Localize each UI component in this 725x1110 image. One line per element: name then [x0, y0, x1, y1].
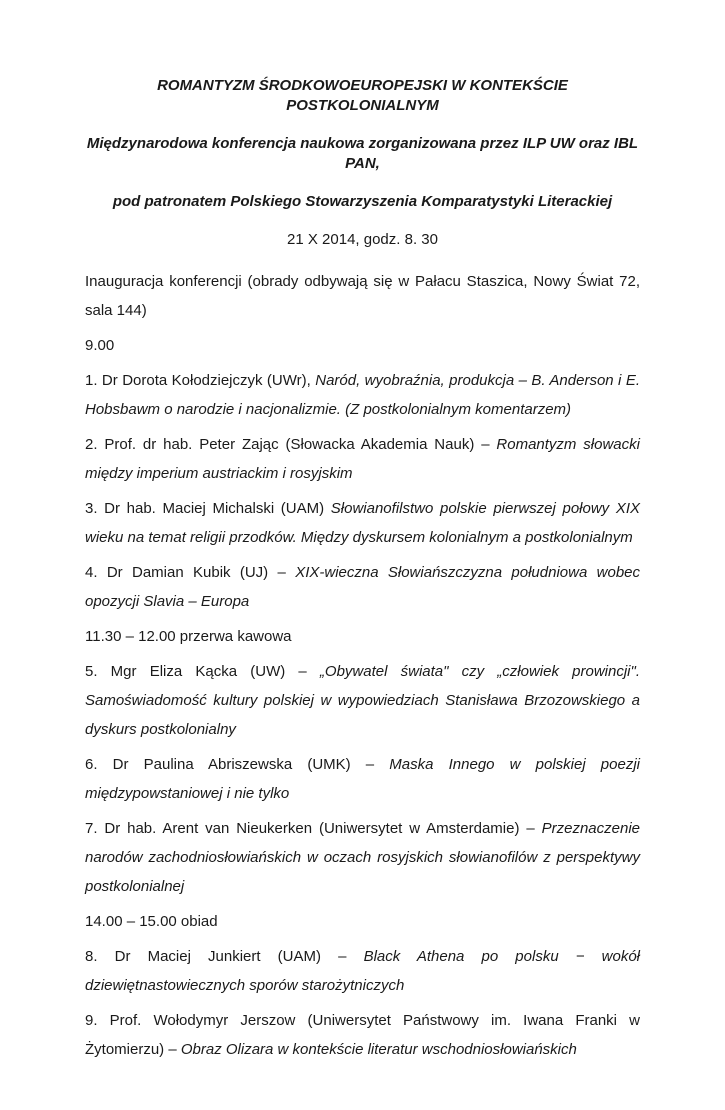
conference-title: ROMANTYZM ŚRODKOWOEUROPEJSKI W KONTEKŚCIE POSTKOLONIALNYM — [157, 77, 568, 114]
program-item-6 — [85, 750, 640, 808]
text-run: Black Athena po polsku − wokół dziewiętnastowiecznych sporów starożytniczych — [85, 948, 641, 994]
coffee-break-line — [85, 622, 640, 651]
inauguration-line — [85, 267, 640, 325]
conference-subtitle-organizers: Międzynarodowa konferencja naukowa zorganizowana przez ILP UW oraz IBL PAN, — [86, 135, 639, 172]
text-run: 1. Dr Dorota Kołodziejczyk (UWr), — [85, 372, 316, 389]
time-slot-900 — [85, 331, 640, 360]
program-item-7 — [85, 814, 640, 901]
text-run: Przeznaczenie narodów zachodniosłowiańskich w oczach rosyjskich słowianofilów z perspektywy postkolonialnej — [85, 820, 640, 895]
text-run: 7. Dr hab. Arent van Nieukerken (Uniwersytet w Amsterdamie) – — [85, 820, 542, 837]
text-run: 5. Mgr Eliza Kącka (UW) – — [85, 663, 320, 680]
program-item-8 — [85, 942, 640, 1000]
text-run: 9. Prof. Wołodymyr Jerszow (Uniwersytet Państwowy im. Iwana Franki w Żytomierzu) – — [85, 1012, 640, 1058]
text-run: 14.00 – 15.00 obiad — [85, 913, 218, 930]
text-run: Romantyzm słowacki między imperium austriackim i rosyjskim — [85, 436, 640, 482]
text-run: Obraz Olizara w kontekście literatur wschodniosłowiańskich — [180, 1041, 577, 1058]
conference-subtitle-patronage: pod patronatem Polskiego Stowarzyszenia Komparatystyki Literackiej — [112, 193, 613, 210]
text-run: Naród, wyobraźnia, produkcja – B. Anderson i E. Hobsbawm o narodzie i nacjonalizmie. (Z postkolonialnym komentarzem) — [85, 372, 640, 418]
program-item-9 — [85, 1006, 640, 1064]
program-item-5 — [85, 657, 640, 744]
document-body — [85, 267, 640, 1064]
program-item-4 — [85, 558, 640, 616]
text-run: Słowianofilstwo polskie pierwszej połowy XIX wieku na temat religii przodków. Między dyskursem kolonialnym a postkolonialnym — [85, 500, 641, 546]
text-run: 6. Dr Paulina Abriszewska (UMK) – — [85, 756, 390, 773]
text-run: „Obywatel świata" czy „człowiek prowincji". Samoświadomość kultury polskiej w wypowiedziach Stanisława Brzozowskiego a dyskurs postkolonialny — [85, 663, 641, 738]
program-item-3 — [85, 494, 640, 552]
lunch-break-line — [85, 907, 640, 936]
text-run: Inauguracja konferencji (obrady odbywają się w Pałacu Staszica, Nowy Świat 72, sala 144) — [85, 273, 640, 319]
text-run: XIX-wieczna Słowiańszczyzna południowa wobec opozycji Slavia – Europa — [85, 564, 641, 610]
program-item-2 — [85, 430, 640, 488]
program-item-1 — [85, 366, 640, 424]
text-run: 3. Dr hab. Maciej Michalski (UAM) — [85, 500, 331, 517]
conference-datetime: 21 X 2014, godz. 8. 30 — [287, 231, 438, 248]
text-run: 9.00 — [85, 337, 115, 354]
text-run: 11.30 – 12.00 przerwa kawowa — [85, 628, 292, 645]
text-run: 4. Dr Damian Kubik (UJ) – — [85, 564, 296, 581]
text-run: 2. Prof. dr hab. Peter Zając (Słowacka Akademia Nauk) – — [85, 436, 497, 453]
text-run: Maska Innego w polskiej poezji międzypowstaniowej i nie tylko — [85, 756, 640, 802]
text-run: 8. Dr Maciej Junkiert (UAM) – — [85, 948, 364, 965]
